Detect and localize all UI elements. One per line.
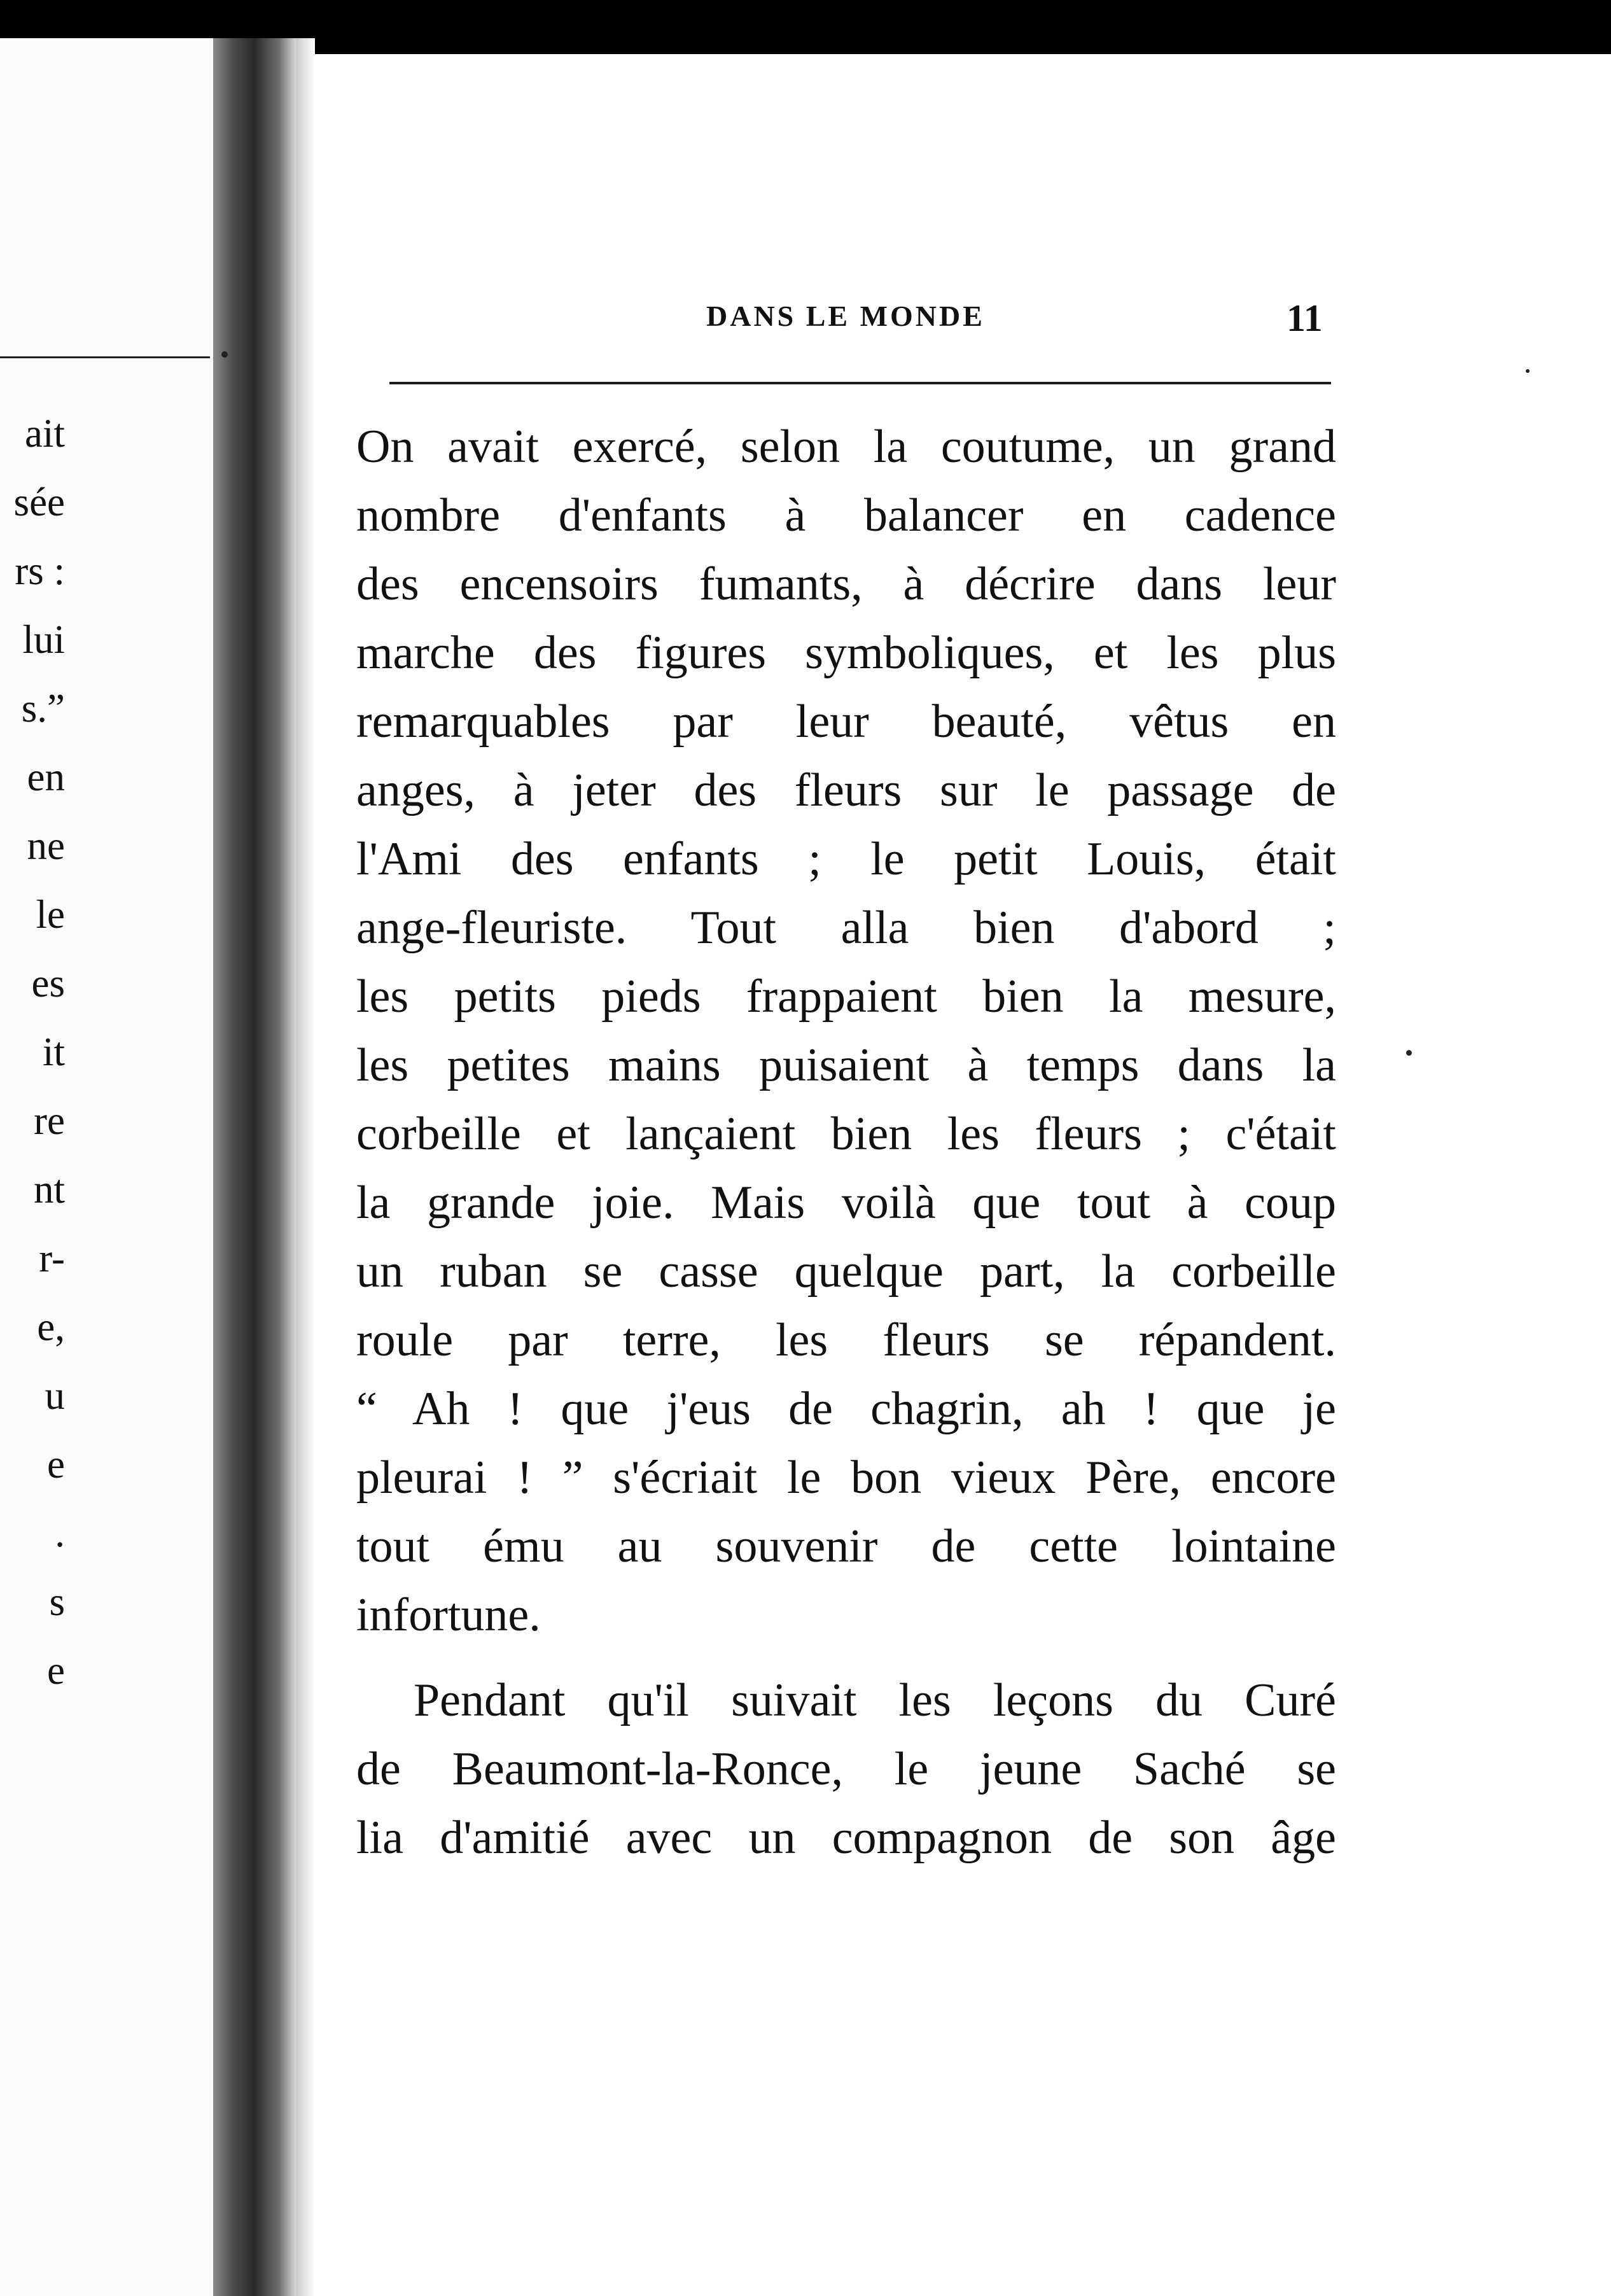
fragment-line: lui [22, 617, 65, 662]
text-line: infortune. [356, 1589, 541, 1641]
facing-page-rule [0, 356, 210, 358]
fragment-line: u [45, 1373, 65, 1418]
text-line: ange-fleuriste. Tout alla bien d'abord ; [356, 902, 1336, 954]
fragment-line: es [31, 961, 65, 1005]
fragment-line: sée [13, 480, 65, 524]
text-line: lia d'amitié avec un compagnon de son âge [356, 1812, 1336, 1864]
fragment-line: nt [33, 1167, 65, 1212]
text-line: “ Ah ! que j'eus de chagrin, ah ! que je [356, 1383, 1336, 1435]
fragment-line: le [36, 892, 65, 937]
text-line: corbeille et lançaient bien les fleurs ; c'était [356, 1108, 1336, 1160]
text-line: les petits pieds frappaient bien la mesure, [356, 970, 1336, 1023]
text-line: un ruban se casse quelque part, la corbeille [356, 1245, 1336, 1298]
text-line: l'Ami des enfants ; le petit Louis, était [356, 833, 1336, 885]
fragment-line: r- [39, 1236, 65, 1280]
fragment-line: rs : [15, 549, 65, 593]
text-line: la grande joie. Mais voilà que tout à coup [356, 1177, 1336, 1229]
page-right [315, 54, 1611, 2296]
scan-speck [1406, 1050, 1412, 1056]
book-gutter [213, 38, 296, 2296]
text-line: On avait exercé, selon la coutume, un grand [356, 421, 1336, 473]
text-line: tout ému au souvenir de cette lointaine [356, 1520, 1336, 1572]
text-line: remarquables par leur beauté, vêtus en [356, 696, 1336, 748]
header-rule [389, 382, 1331, 384]
text-line: pleurai ! ” s'écriait le bon vieux Père, encore [356, 1452, 1336, 1504]
text-line: marche des figures symboliques, et les plus [356, 627, 1336, 679]
scan-speck [1526, 369, 1530, 373]
fragment-line: e, [37, 1305, 65, 1349]
page-number: 11 [1287, 297, 1323, 339]
text-line: des encensoirs fumants, à décrire dans leur [356, 558, 1336, 610]
fragment-line: s [49, 1579, 65, 1624]
text-line: les petites mains puisaient à temps dans la [356, 1039, 1336, 1091]
text-line: anges, à jeter des fleurs sur le passage de [356, 764, 1336, 816]
paragraph-first-line: Pendant qu'il suivait les leçons du Curé [414, 1674, 1336, 1726]
running-head: DANS LE MONDE [706, 300, 985, 332]
fragment-line: re [34, 1098, 65, 1143]
fragment-line: e [47, 1442, 65, 1487]
text-line: roule par terre, les fleurs se répandent. [356, 1314, 1336, 1366]
fragment-line: ne [27, 823, 65, 868]
facing-page-text-fragments [0, 407, 210, 1807]
fragment-line: en [27, 755, 65, 799]
fragment-line: e [47, 1648, 65, 1693]
fragment-line: s.” [21, 686, 65, 731]
text-line: de Beaumont-la-Ronce, le jeune Saché se [356, 1743, 1336, 1795]
scan-speck [221, 351, 228, 358]
fragment-line: ait [25, 411, 65, 456]
fragment-line: it [42, 1030, 65, 1074]
gutter-shadow [296, 38, 315, 2296]
fragment-line: . [55, 1511, 65, 1555]
text-line: nombre d'enfants à balancer en cadence [356, 489, 1336, 542]
